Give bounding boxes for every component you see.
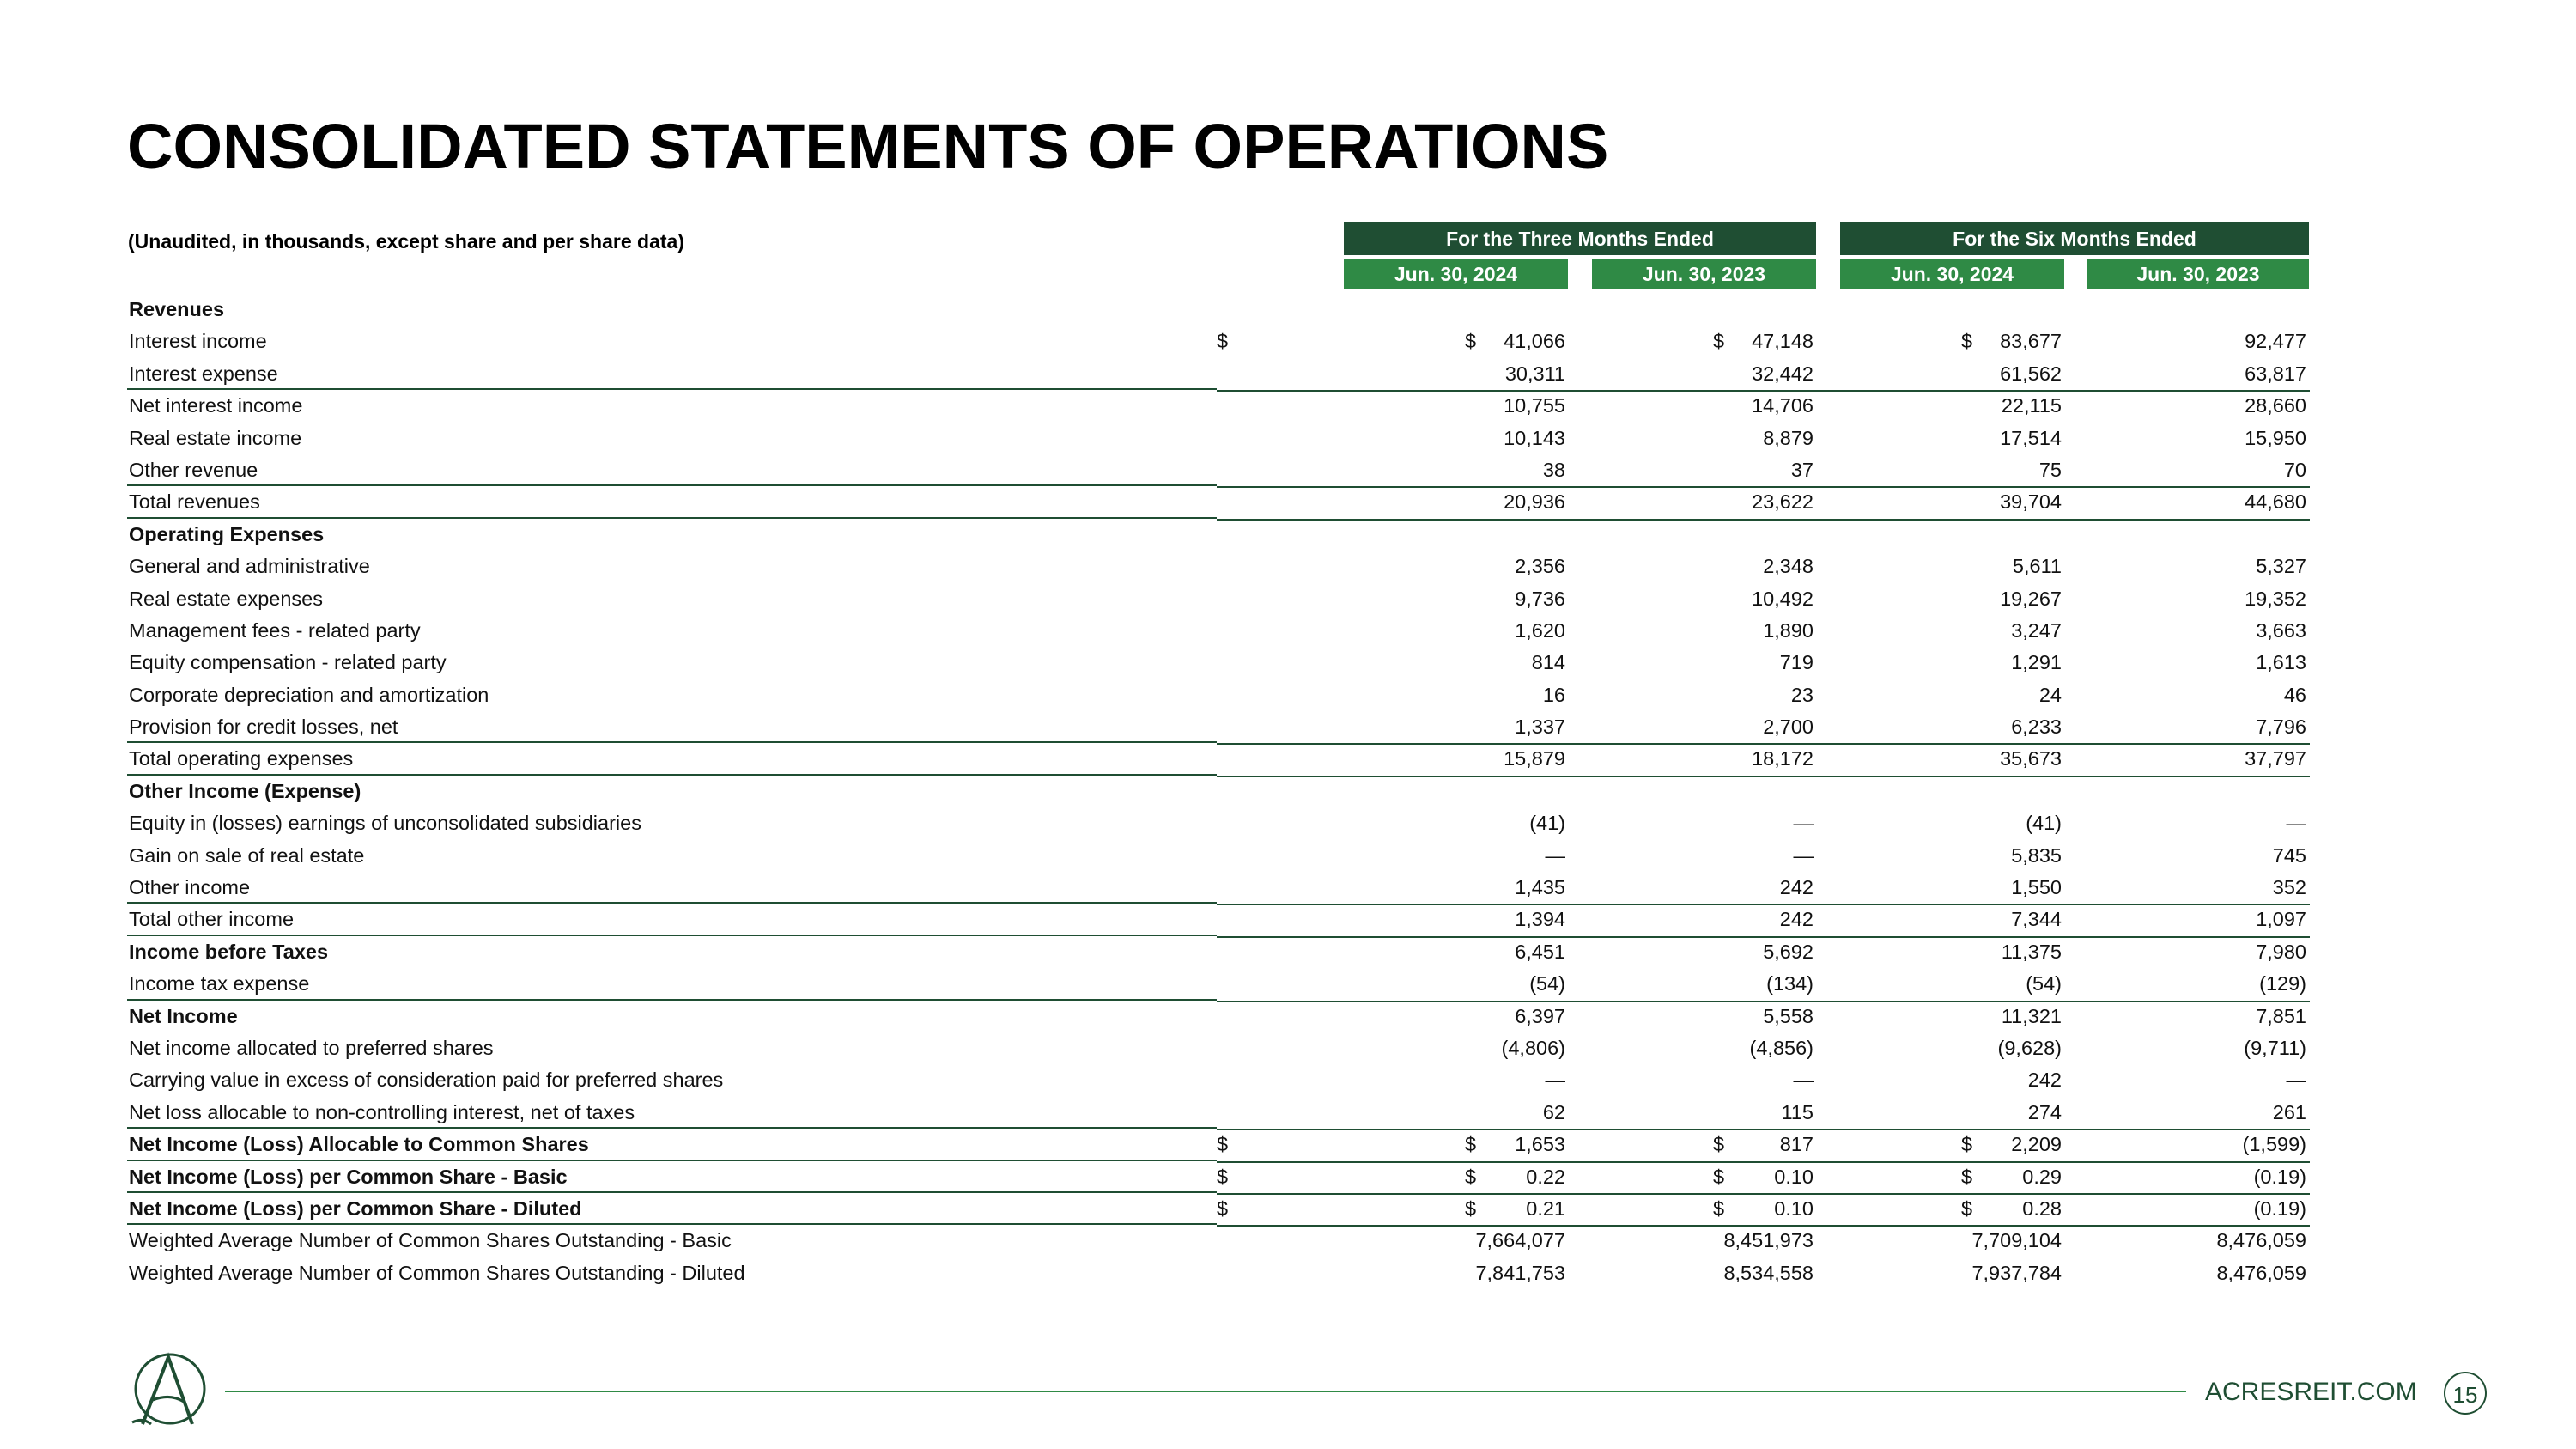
table-cell — [1961, 968, 2310, 1002]
row-label: Net income allocated to preferred shares — [129, 1036, 494, 1059]
currency-symbol: $ — [1217, 330, 1229, 353]
cell-value: — — [2286, 812, 2306, 835]
cell-value: 37 — [1790, 458, 1814, 481]
table-row — [127, 551, 2308, 582]
row-label: Real estate expenses — [129, 587, 324, 610]
cell-value: 10,143 — [1504, 426, 1565, 449]
cell-value: 7,344 — [2011, 908, 2062, 931]
row-label: Total other income — [129, 908, 295, 931]
cell-value: 75 — [2038, 458, 2062, 481]
cell-value: 8,879 — [1763, 426, 1814, 449]
cell-value: 3,247 — [2011, 618, 2062, 642]
table-row — [127, 390, 2308, 422]
cell-value: 1,394 — [1515, 908, 1565, 931]
cell-value: 83,677 — [2000, 330, 2062, 353]
cell-value: 8,534,558 — [1723, 1261, 1814, 1284]
cell-value: 39,704 — [2000, 490, 2062, 514]
row-label: Income tax expense — [129, 972, 310, 995]
cell-value: 1,550 — [2011, 876, 2062, 899]
row-label: Net Income (Loss) per Common Share - Diluted — [129, 1196, 582, 1220]
table-row — [127, 583, 2308, 615]
row-label: Total revenues — [129, 490, 260, 514]
cell-value: 37,797 — [2245, 747, 2306, 770]
cell-value: 2,356 — [1515, 555, 1565, 578]
column-header-ytd-2023: Jun. 30, 2023 — [2087, 259, 2309, 289]
table-row — [127, 1129, 2308, 1160]
cell-value: 242 — [2027, 1068, 2062, 1092]
table-cell — [1961, 936, 2310, 968]
table-row — [127, 1225, 2308, 1257]
row-label: Gain on sale of real estate — [129, 843, 365, 867]
cell-value: 2,348 — [1763, 555, 1814, 578]
cell-value: 6,397 — [1515, 1004, 1565, 1027]
currency-symbol: $ — [1217, 1196, 1229, 1220]
table-row — [127, 904, 2308, 935]
cell-value: (0.19) — [2253, 1196, 2306, 1220]
row-label: Other Income (Expense) — [129, 779, 361, 802]
section-header-row — [127, 519, 2308, 551]
table-row — [127, 711, 2308, 743]
currency-symbol: $ — [1465, 1196, 1477, 1220]
cell-value: 5,327 — [2256, 555, 2306, 578]
currency-symbol: $ — [1961, 1196, 1973, 1220]
cell-value: 1,337 — [1515, 715, 1565, 739]
cell-value: 1,613 — [2256, 651, 2306, 674]
cell-value: 6,233 — [2011, 715, 2062, 739]
table-cell — [1961, 326, 2310, 357]
table-cell — [1961, 1001, 2310, 1032]
cell-value: 9,736 — [1515, 587, 1565, 610]
statement-table — [127, 294, 2308, 1289]
cell-value: 8,451,973 — [1723, 1229, 1814, 1252]
currency-symbol: $ — [1217, 1133, 1229, 1156]
table-cell — [1961, 872, 2310, 905]
row-label: Interest income — [129, 330, 267, 353]
cell-value: 61,562 — [2000, 362, 2062, 385]
cell-value: 46 — [2283, 683, 2306, 706]
table-cell — [1961, 1129, 2310, 1162]
cell-value: — — [1793, 843, 1814, 867]
cell-value: 18,172 — [1752, 747, 1814, 770]
cell-value: 70 — [2283, 458, 2306, 481]
cell-value: 15,950 — [2245, 426, 2306, 449]
cell-value: 0.10 — [1774, 1196, 1814, 1220]
row-label: Net Income (Loss) per Common Share - Basic — [129, 1165, 568, 1188]
table-row — [127, 486, 2308, 518]
cell-value: (41) — [1529, 812, 1565, 835]
table-cell — [1961, 583, 2310, 615]
currency-symbol: $ — [1713, 1133, 1725, 1156]
currency-symbol: $ — [1713, 1165, 1725, 1188]
table-cell — [1961, 743, 2310, 776]
cell-value: 115 — [1781, 1100, 1814, 1123]
table-cell — [1961, 454, 2310, 488]
cell-value: 10,755 — [1504, 394, 1565, 417]
page-title: CONSOLIDATED STATEMENTS OF OPERATIONS — [127, 111, 1609, 182]
table-cell — [1961, 486, 2310, 520]
cell-value: — — [1545, 1068, 1565, 1092]
cell-value: 28,660 — [2245, 394, 2306, 417]
row-label: Carrying value in excess of consideration paid for preferred shares — [129, 1068, 724, 1092]
cell-value: 11,321 — [2001, 1004, 2062, 1027]
cell-value: 23 — [1790, 683, 1814, 706]
row-label: Management fees - related party — [129, 618, 421, 642]
cell-value: 814 — [1531, 651, 1565, 674]
column-header-q2-2024: Jun. 30, 2024 — [1344, 259, 1568, 289]
table-row — [127, 1032, 2308, 1064]
cell-value: 44,680 — [2245, 490, 2306, 514]
cell-value: 24 — [2038, 683, 2062, 706]
currency-symbol: $ — [1217, 1165, 1229, 1188]
cell-value: (9,711) — [2244, 1036, 2306, 1059]
table-cell — [1961, 904, 2310, 937]
cell-value: 7,937,784 — [1971, 1261, 2062, 1284]
table-cell — [1961, 807, 2310, 839]
cell-value: (0.19) — [2253, 1165, 2306, 1188]
cell-value: 62 — [1542, 1100, 1565, 1123]
table-cell — [1961, 1032, 2310, 1064]
row-label: Equity compensation - related party — [129, 651, 447, 674]
cell-value: (1,599) — [2242, 1133, 2306, 1156]
cell-value: 23,622 — [1752, 490, 1814, 514]
footer-divider — [225, 1391, 2186, 1392]
cell-value: 20,936 — [1504, 490, 1565, 514]
table-cell — [1961, 1225, 2310, 1257]
currency-symbol: $ — [1961, 1165, 1973, 1188]
cell-value: — — [2286, 1068, 2306, 1092]
cell-value: 5,611 — [2012, 555, 2062, 578]
cell-value: 0.29 — [2022, 1165, 2062, 1188]
currency-symbol: $ — [1713, 330, 1725, 353]
cell-value: 14,706 — [1752, 394, 1814, 417]
cell-value: 22,115 — [2001, 394, 2062, 417]
table-cell — [1961, 390, 2310, 422]
cell-value: 2,700 — [1763, 715, 1814, 739]
cell-value: 0.21 — [1526, 1196, 1565, 1220]
table-row — [127, 936, 2308, 968]
cell-value: 15,879 — [1504, 747, 1565, 770]
row-label: Net Income — [129, 1004, 238, 1027]
cell-value: 32,442 — [1752, 362, 1814, 385]
cell-value: 38 — [1542, 458, 1565, 481]
column-header-q2-2023: Jun. 30, 2023 — [1592, 259, 1816, 289]
row-label: Operating Expenses — [129, 522, 325, 545]
page-number: 15 — [2444, 1372, 2487, 1415]
currency-symbol: $ — [1713, 1196, 1725, 1220]
table-cell — [1961, 615, 2310, 647]
table-subtitle: (Unaudited, in thousands, except share and per share data) — [128, 230, 684, 253]
row-label: Other revenue — [129, 458, 258, 481]
table-row — [127, 1193, 2308, 1225]
cell-value: (9,628) — [1997, 1036, 2062, 1059]
row-label: Real estate income — [129, 426, 302, 449]
cell-value: 30,311 — [1504, 362, 1565, 385]
column-header-ytd-2024: Jun. 30, 2024 — [1840, 259, 2064, 289]
cell-value: 47,148 — [1752, 330, 1814, 353]
cell-value: 7,841,753 — [1475, 1261, 1565, 1284]
cell-value: 0.28 — [2022, 1196, 2062, 1220]
table-row — [127, 807, 2308, 839]
cell-value: 1,097 — [2256, 908, 2306, 931]
row-label: Other income — [129, 876, 251, 899]
row-label: General and administrative — [129, 555, 370, 578]
row-label: Provision for credit losses, net — [129, 715, 398, 739]
cell-value: 0.10 — [1774, 1165, 1814, 1188]
table-cell — [1961, 1064, 2310, 1096]
website-link[interactable]: ACRESREIT.COM — [2205, 1378, 2417, 1406]
table-cell — [1961, 1257, 2310, 1289]
table-row — [127, 326, 2308, 357]
cell-value: 352 — [2272, 876, 2306, 899]
cell-value: 1,653 — [1515, 1133, 1565, 1156]
group-header-six-months: For the Six Months Ended — [1840, 222, 2309, 255]
table-row — [127, 968, 2308, 1000]
table-cell — [1961, 711, 2310, 745]
table-row — [127, 1001, 2308, 1032]
cell-value: 261 — [2272, 1100, 2306, 1123]
table-row — [127, 358, 2308, 390]
cell-value: 2,209 — [2011, 1133, 2062, 1156]
table-row — [127, 1257, 2308, 1289]
row-label: Net loss allocable to non-controlling interest, net of taxes — [129, 1100, 635, 1123]
cell-value: 41,066 — [1504, 330, 1565, 353]
cell-value: 817 — [1779, 1133, 1814, 1156]
table-cell — [1961, 647, 2310, 679]
cell-value: 10,492 — [1752, 587, 1814, 610]
cell-value: (4,806) — [1501, 1036, 1565, 1059]
cell-value: 1,435 — [1515, 876, 1565, 899]
table-cell — [1961, 1097, 2310, 1130]
cell-value: (4,856) — [1749, 1036, 1814, 1059]
cell-value: 35,673 — [2000, 747, 2062, 770]
cell-value: 5,835 — [2011, 843, 2062, 867]
cell-value: — — [1793, 1068, 1814, 1092]
cell-value: 11,375 — [2001, 940, 2062, 963]
table-row — [127, 1161, 2308, 1193]
row-label: Net Income (Loss) Allocable to Common Shares — [129, 1133, 589, 1156]
section-header-row — [127, 776, 2308, 807]
table-row — [127, 423, 2308, 454]
cell-value: 5,558 — [1763, 1004, 1814, 1027]
cell-value: (54) — [1529, 972, 1565, 995]
table-row — [127, 679, 2308, 711]
group-header-three-months: For the Three Months Ended — [1344, 222, 1816, 255]
cell-value: 719 — [1779, 651, 1814, 674]
cell-value: 274 — [2027, 1100, 2062, 1123]
row-label: Interest expense — [129, 362, 278, 385]
row-label: Net interest income — [129, 394, 303, 417]
cell-value: 5,692 — [1763, 940, 1814, 963]
cell-value: 1,890 — [1763, 618, 1814, 642]
cell-value: 1,291 — [2011, 651, 2062, 674]
cell-value: 7,664,077 — [1475, 1229, 1565, 1252]
cell-value: 3,663 — [2256, 618, 2306, 642]
table-cell — [1961, 1161, 2310, 1195]
cell-value: — — [1793, 812, 1814, 835]
cell-value: (54) — [2026, 972, 2062, 995]
cell-value: (41) — [2026, 812, 2062, 835]
row-label: Weighted Average Number of Common Shares Outstanding - Diluted — [129, 1261, 745, 1284]
cell-value: 0.22 — [1526, 1165, 1565, 1188]
table-row — [127, 872, 2308, 904]
currency-symbol: $ — [1961, 330, 1973, 353]
table-cell — [1961, 423, 2310, 454]
table-cell — [1961, 551, 2310, 582]
table-row — [127, 615, 2308, 647]
cell-value: 8,476,059 — [2216, 1229, 2306, 1252]
currency-symbol: $ — [1961, 1133, 1973, 1156]
row-label: Total operating expenses — [129, 747, 354, 770]
cell-value: 242 — [1779, 876, 1814, 899]
cell-value: 17,514 — [2000, 426, 2062, 449]
cell-value: 1,620 — [1515, 618, 1565, 642]
cell-value: (134) — [1766, 972, 1814, 995]
cell-value: 6,451 — [1515, 940, 1565, 963]
cell-value: 8,476,059 — [2216, 1261, 2306, 1284]
row-label: Equity in (losses) earnings of unconsolidated subsidiaries — [129, 812, 641, 835]
cell-value: 242 — [1779, 908, 1814, 931]
cell-value: 7,796 — [2256, 715, 2306, 739]
cell-value: 19,267 — [2000, 587, 2062, 610]
cell-value: 7,851 — [2256, 1004, 2306, 1027]
row-label: Weighted Average Number of Common Shares Outstanding - Basic — [129, 1229, 732, 1252]
table-row — [127, 1097, 2308, 1129]
row-label: Income before Taxes — [129, 940, 329, 963]
cell-value: 19,352 — [2245, 587, 2306, 610]
section-header-row — [127, 294, 2308, 326]
cell-value: (129) — [2259, 972, 2306, 995]
row-label: Corporate depreciation and amortization — [129, 683, 489, 706]
cell-value: 92,477 — [2245, 330, 2306, 353]
table-row — [127, 647, 2308, 679]
table-row — [127, 743, 2308, 775]
cell-value: 7,709,104 — [1971, 1229, 2062, 1252]
cell-value: 63,817 — [2245, 362, 2306, 385]
row-label: Revenues — [129, 298, 225, 320]
table-cell — [1961, 358, 2310, 392]
table-cell — [1961, 840, 2310, 872]
table-row — [127, 840, 2308, 872]
acres-logo — [125, 1349, 210, 1429]
table-row — [127, 454, 2308, 486]
cell-value: 16 — [1542, 683, 1565, 706]
currency-symbol: $ — [1465, 1133, 1477, 1156]
currency-symbol: $ — [1465, 330, 1477, 353]
cell-value: 7,980 — [2256, 940, 2306, 963]
cell-value: — — [1545, 843, 1565, 867]
cell-value: 745 — [2272, 843, 2306, 867]
table-row — [127, 1064, 2308, 1096]
table-cell — [1961, 679, 2310, 711]
currency-symbol: $ — [1465, 1165, 1477, 1188]
table-cell — [1961, 1193, 2310, 1227]
